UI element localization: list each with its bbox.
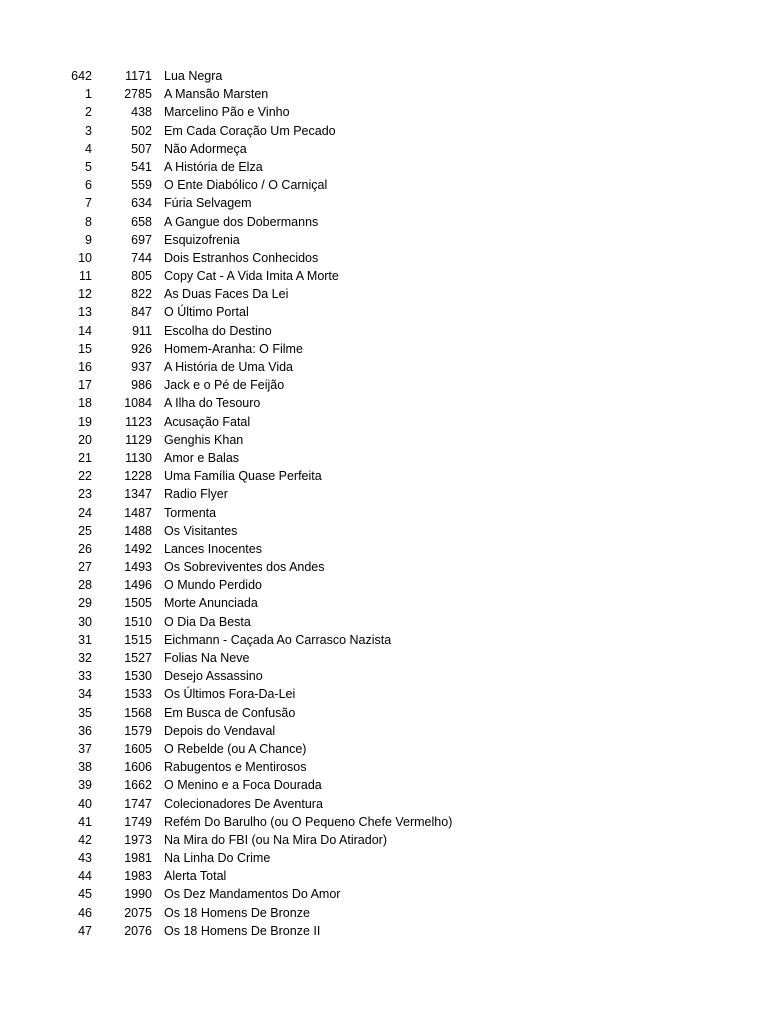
row-number: 26	[78, 541, 92, 556]
item-code: 986	[131, 378, 152, 393]
row-number: 8	[85, 214, 92, 229]
item-code: 1493	[124, 560, 152, 575]
item-code: 911	[132, 323, 152, 338]
row-number: 20	[78, 432, 92, 447]
list-item	[0, 85, 768, 103]
list-item	[0, 140, 768, 158]
movie-title: O Mundo Perdido	[164, 578, 262, 593]
item-code: 1515	[124, 632, 152, 647]
list-item	[0, 176, 768, 194]
movie-title: O Dia Da Besta	[164, 614, 251, 629]
item-code: 937	[131, 360, 152, 374]
row-number: 24	[78, 505, 92, 520]
item-code: 1530	[124, 669, 152, 684]
item-code: 1605	[124, 741, 152, 756]
item-code: 1228	[124, 469, 152, 484]
item-code: 1527	[124, 651, 152, 665]
list-item	[0, 467, 768, 485]
row-number: 45	[78, 887, 92, 902]
item-code: 1510	[124, 614, 152, 629]
movie-title: O Rebelde (ou A Chance)	[164, 741, 307, 756]
row-number: 33	[78, 669, 92, 684]
row-number: 38	[78, 760, 92, 775]
list-item	[0, 504, 768, 522]
movie-title: Colecionadores De Aventura	[164, 796, 323, 811]
movie-title: Copy Cat - A Vida Imita A Morte	[164, 269, 339, 284]
item-code: 2076	[124, 923, 152, 938]
movie-title: Depois do Vendaval	[164, 723, 276, 738]
list-item	[0, 867, 768, 885]
movie-title: Lances Inocentes	[164, 541, 262, 556]
row-number: 25	[78, 523, 92, 538]
row-number: 9	[85, 232, 92, 247]
list-item	[0, 576, 768, 594]
row-number: 15	[78, 341, 92, 356]
item-code: 2075	[124, 905, 152, 920]
item-code: 744	[131, 250, 152, 265]
row-number: 14	[78, 323, 92, 338]
movie-title: Escolha do Destino	[164, 323, 272, 338]
item-code: 1749	[124, 814, 152, 829]
row-number: 5	[85, 159, 92, 174]
row-number: 4	[85, 141, 92, 156]
item-code: 1505	[124, 596, 152, 611]
row-number: 19	[78, 414, 92, 429]
movie-title: Radio Flyer	[164, 487, 228, 502]
row-number: 37	[78, 741, 92, 756]
movie-title: Os Últimos Fora-Da-Lei	[164, 687, 296, 702]
row-number: 30	[78, 614, 92, 629]
item-code: 1123	[125, 414, 152, 429]
movie-title: Os Visitantes	[164, 523, 238, 538]
movie-title: Jack e o Pé de Feijão	[164, 378, 285, 393]
item-code: 507	[131, 141, 152, 156]
item-code: 1568	[124, 705, 152, 720]
item-code: 847	[131, 305, 152, 320]
movie-title: Os Sobreviventes dos Andes	[164, 560, 325, 575]
row-number: 22	[78, 469, 92, 484]
row-number: 12	[78, 287, 92, 302]
row-number: 42	[78, 832, 92, 847]
row-number: 21	[78, 450, 92, 465]
row-number: 31	[78, 632, 92, 647]
row-number: 11	[79, 269, 92, 284]
list-item	[0, 158, 768, 176]
movie-title: Uma Família Quase Perfeita	[164, 469, 322, 484]
list-item	[0, 849, 768, 867]
item-code: 1662	[124, 778, 152, 793]
list-item	[0, 613, 768, 631]
item-code: 1492	[124, 541, 152, 556]
list-item	[0, 285, 768, 303]
movie-title: Fúria Selvagem	[164, 196, 252, 211]
list-item	[0, 904, 768, 922]
movie-title: Refém Do Barulho (ou O Pequeno Chefe Vermelho)	[164, 814, 453, 829]
item-code: 1533	[124, 687, 152, 702]
movie-title: Lua Negra	[164, 69, 223, 83]
list-item	[0, 631, 768, 649]
item-code: 502	[131, 123, 152, 138]
movie-title: Folias Na Neve	[164, 651, 250, 665]
list-item	[0, 485, 768, 503]
movie-title: A História de Uma Vida	[164, 360, 293, 374]
movie-title: Os 18 Homens De Bronze	[164, 905, 310, 920]
item-code: 1747	[124, 796, 152, 811]
row-number: 28	[78, 578, 92, 593]
list-item	[0, 231, 768, 249]
list-item	[0, 540, 768, 558]
row-number: 34	[78, 687, 92, 702]
list-item	[0, 795, 768, 813]
item-code: 1983	[124, 869, 152, 884]
row-number: 6	[85, 178, 92, 193]
list-item	[0, 594, 768, 612]
list-item	[0, 358, 768, 376]
list-item	[0, 667, 768, 685]
list-item	[0, 249, 768, 267]
list-item	[0, 776, 768, 794]
item-code: 658	[131, 214, 152, 229]
list-item	[0, 885, 768, 903]
row-number: 17	[78, 378, 92, 393]
item-code: 559	[131, 178, 152, 193]
list-item	[0, 122, 768, 140]
list-item	[0, 303, 768, 321]
item-code: 1347	[124, 487, 152, 502]
movie-title: O Último Portal	[164, 305, 249, 320]
item-code: 541	[131, 159, 152, 174]
row-number: 41	[78, 814, 92, 829]
item-code: 1579	[124, 723, 152, 738]
movie-title: Na Mira do FBI (ou Na Mira Do Atirador)	[164, 832, 387, 847]
item-code: 822	[131, 287, 152, 302]
row-number: 27	[78, 560, 92, 575]
row-number: 16	[78, 360, 92, 374]
item-code: 1606	[124, 760, 152, 775]
list-item	[0, 704, 768, 722]
list-item	[0, 649, 768, 667]
movie-title: Rabugentos e Mentirosos	[164, 760, 307, 775]
movie-title: Em Busca de Confusão	[164, 705, 296, 720]
row-number: 29	[78, 596, 92, 611]
row-number: 642	[71, 69, 92, 83]
row-number: 7	[85, 196, 92, 211]
list-item	[0, 449, 768, 467]
movie-title: Esquizofrenia	[164, 232, 240, 247]
row-number: 40	[78, 796, 92, 811]
list-item	[0, 558, 768, 576]
movie-title: O Menino e a Foca Dourada	[164, 778, 322, 793]
movie-title: As Duas Faces Da Lei	[164, 287, 289, 302]
item-code: 1130	[125, 450, 152, 465]
movie-title: A Mansão Marsten	[164, 87, 269, 102]
list-item	[0, 194, 768, 212]
item-code: 1973	[124, 832, 152, 847]
list-item	[0, 758, 768, 776]
item-code: 438	[131, 105, 152, 120]
row-number: 1	[85, 87, 92, 102]
movie-list	[0, 67, 768, 940]
row-number: 10	[78, 250, 92, 265]
list-item	[0, 922, 768, 940]
movie-title: Desejo Assassino	[164, 669, 263, 684]
list-item	[0, 522, 768, 540]
list-item	[0, 267, 768, 285]
movie-title: A História de Elza	[164, 159, 263, 174]
row-number: 39	[78, 778, 92, 793]
row-number: 43	[78, 851, 92, 866]
row-number: 47	[78, 923, 92, 938]
movie-title: A Gangue dos Dobermanns	[164, 214, 319, 229]
list-item	[0, 67, 768, 85]
list-item	[0, 831, 768, 849]
movie-title: Homem-Aranha: O Filme	[164, 341, 303, 356]
movie-title: Tormenta	[164, 505, 217, 520]
list-item	[0, 322, 768, 340]
movie-title: Em Cada Coração Um Pecado	[164, 123, 336, 138]
movie-title: Morte Anunciada	[164, 596, 258, 611]
row-number: 18	[78, 396, 92, 411]
movie-title: Alerta Total	[164, 869, 227, 884]
list-item	[0, 376, 768, 394]
list-item	[0, 431, 768, 449]
item-code: 1129	[125, 432, 152, 447]
row-number: 2	[85, 105, 92, 120]
item-code: 2785	[124, 87, 152, 102]
movie-title: Não Adormeça	[164, 141, 247, 156]
movie-title: O Ente Diabólico / O Carniçal	[164, 178, 328, 193]
movie-title: Os Dez Mandamentos Do Amor	[164, 887, 341, 902]
movie-title: Eichmann - Caçada Ao Carrasco Nazista	[164, 632, 392, 647]
movie-title: Dois Estranhos Conhecidos	[164, 250, 319, 265]
item-code: 1084	[124, 396, 152, 411]
item-code: 1488	[124, 523, 152, 538]
movie-title: Amor e Balas	[164, 450, 240, 465]
row-number: 23	[78, 487, 92, 502]
item-code: 1171	[125, 69, 152, 83]
movie-title: Marcelino Pão e Vinho	[164, 105, 290, 120]
item-code: 926	[131, 341, 152, 356]
list-item	[0, 394, 768, 412]
movie-title: Os 18 Homens De Bronze II	[164, 923, 321, 938]
item-code: 1990	[124, 887, 152, 902]
list-item	[0, 685, 768, 703]
row-number: 35	[78, 705, 92, 720]
list-item	[0, 340, 768, 358]
list-item	[0, 740, 768, 758]
movie-title: Genghis Khan	[164, 432, 244, 447]
list-item	[0, 213, 768, 231]
row-number: 36	[78, 723, 92, 738]
row-number: 3	[85, 123, 92, 138]
item-code: 1981	[124, 851, 152, 866]
movie-title: Na Linha Do Crime	[164, 851, 271, 866]
list-item	[0, 103, 768, 121]
list-item	[0, 813, 768, 831]
item-code: 634	[131, 196, 152, 211]
list-item	[0, 722, 768, 740]
row-number: 13	[78, 305, 92, 320]
item-code: 697	[131, 232, 152, 247]
item-code: 805	[131, 269, 152, 284]
row-number: 44	[78, 869, 92, 884]
item-code: 1496	[124, 578, 152, 593]
list-item	[0, 413, 768, 431]
movie-title: A Ilha do Tesouro	[164, 396, 261, 411]
row-number: 46	[78, 905, 92, 920]
item-code: 1487	[124, 505, 152, 520]
row-number: 32	[78, 651, 92, 665]
movie-title: Acusação Fatal	[164, 414, 251, 429]
